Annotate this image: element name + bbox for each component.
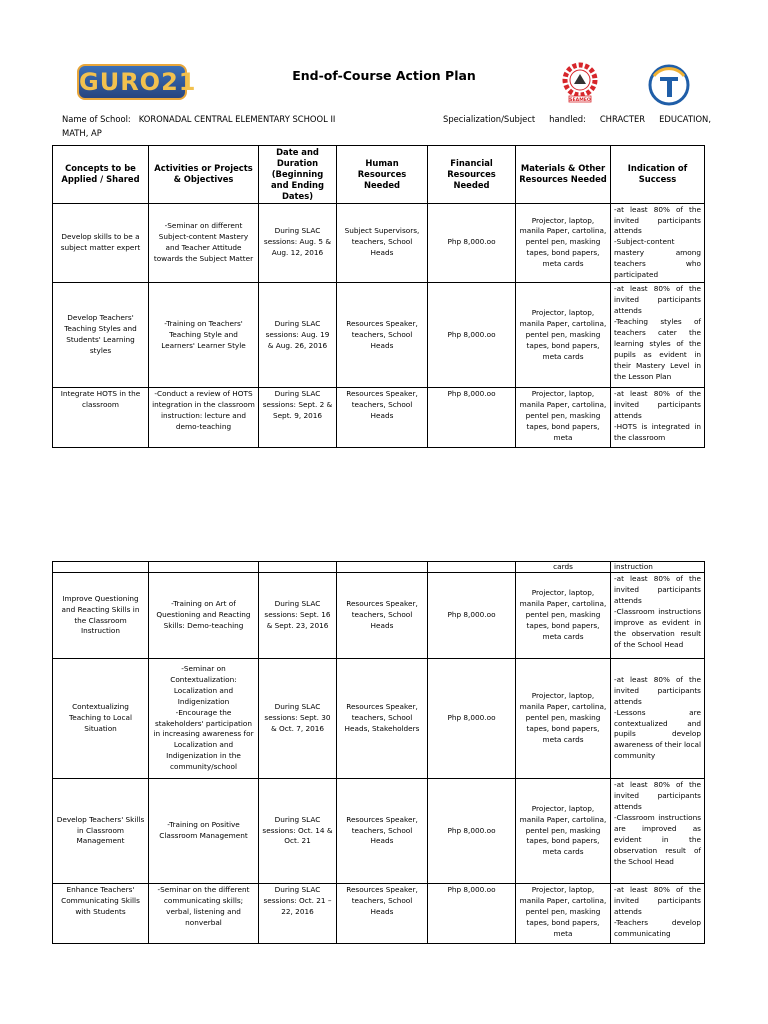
cell-activity: -Training on Positive Classroom Management	[149, 779, 259, 884]
cell-success: -at least 80% of the invited participants attends -Teaching styles of teachers cater the learning styles of the pupils as evident in their Mastery Level in the Lesson Plan	[611, 283, 705, 388]
cell-date: During SLAC sessions: Sept. 30 & Oct. 7, 2016	[259, 659, 337, 779]
cell-financial: Php 8,000.oo	[428, 659, 516, 779]
cell-materials: Projector, laptop, manila Paper, cartolina, pentel pen, masking tapes, bond papers, meta cards	[516, 283, 611, 388]
cell-success: -at least 80% of the invited participants attends -Lessons are contextualized and pupils develop awareness of their local community	[611, 659, 705, 779]
school-name-line	[62, 114, 335, 124]
spec-handled: handled:	[549, 114, 586, 124]
cell-activity: -Training on Teachers' Teaching Style and Learners' Learner Style	[149, 283, 259, 388]
seameo-seal-icon	[560, 62, 600, 106]
cell-financial: Php 8,000.oo	[428, 884, 516, 944]
cell-human: Resources Speaker, teachers, School Heads	[337, 573, 428, 659]
table-row	[53, 884, 705, 944]
cell-success: -at least 80% of the invited participants attends -Teachers develop communicating	[611, 884, 705, 944]
cell-financial: Php 8,000.oo	[428, 203, 516, 283]
cell-success: -at least 80% of the invited participants attends -Subject-content mastery among teachers who participated	[611, 203, 705, 283]
cell-materials: Projector, laptop, manila Paper, cartolina, pentel pen, masking tapes, bond papers, meta	[516, 884, 611, 944]
cell-concept: Develop skills to be a subject matter expert	[53, 203, 149, 283]
table-row	[53, 573, 705, 659]
spec-label: Specialization/Subject	[443, 114, 536, 124]
cell-human: Resources Speaker, teachers, School Heads	[337, 779, 428, 884]
table-row	[53, 659, 705, 779]
cell-materials-cont: cards	[516, 562, 611, 573]
document-title: End-of-Course Action Plan	[292, 68, 476, 83]
specialization-line	[443, 114, 711, 124]
cell-materials: Projector, laptop, manila Paper, cartolina, pentel pen, masking tapes, bond papers, meta	[516, 388, 611, 448]
cell-human: Resources Speaker, teachers, School Heads	[337, 884, 428, 944]
continuation-row	[53, 562, 705, 573]
spec-value-2: EDUCATION,	[659, 114, 711, 124]
table-header-row	[53, 146, 705, 204]
cell-activity: -Seminar on the different communicating skills; verbal, listening and nonverbal	[149, 884, 259, 944]
table-row	[53, 779, 705, 884]
cell-success-cont: instruction	[611, 562, 705, 573]
cell-date: During SLAC sessions: Oct. 21 – 22, 2016	[259, 884, 337, 944]
specialization-line-2: MATH, AP	[62, 128, 102, 138]
guro21-logo: GURO21	[77, 64, 187, 100]
cell-concept: Integrate HOTS in the classroom	[53, 388, 149, 448]
cell-date: During SLAC sessions: Oct. 14 & Oct. 21	[259, 779, 337, 884]
col-header-materials: Materials & Other Resources Needed	[516, 146, 611, 204]
cell-date: During SLAC sessions: Aug. 5 & Aug. 12, 2016	[259, 203, 337, 283]
col-header-concepts: Concepts to be Applied / Shared	[53, 146, 149, 204]
cell-success: -at least 80% of the invited participants attends -Classroom instructions are improved as evident in the observation result of the School Head	[611, 779, 705, 884]
cell-financial: Php 8,000.oo	[428, 388, 516, 448]
cell-success: -at least 80% of the invited participants attends -Classroom instructions improve as evident in the observation result of the School Head	[611, 573, 705, 659]
col-header-date: Date and Duration (Beginning and Ending Dates)	[259, 146, 337, 204]
cell-activity: -Seminar on Contextualization: Localization and Indigenization -Encourage the stakeholders' participation in increasing awareness for Localization and Indigenization in the community/school	[149, 659, 259, 779]
school-label: Name of School:	[62, 114, 131, 124]
cell-financial: Php 8,000.oo	[428, 283, 516, 388]
cell-materials: Projector, laptop, manila Paper, cartolina, pentel pen, masking tapes, bond papers, meta cards	[516, 659, 611, 779]
cell-human: Resources Speaker, teachers, School Heads, Stakeholders	[337, 659, 428, 779]
cell-activity: -Conduct a review of HOTS integration in the classroom instruction: lecture and demo-teaching	[149, 388, 259, 448]
cell-human: Resources Speaker, teachers, School Heads	[337, 283, 428, 388]
cell-date: During SLAC sessions: Aug. 19 & Aug. 26, 2016	[259, 283, 337, 388]
col-header-financial: Financial Resources Needed	[428, 146, 516, 204]
spec-value-1: CHRACTER	[599, 114, 646, 124]
cell-success: -at least 80% of the invited participants attends -HOTS is integrated in the classroom	[611, 388, 705, 448]
cell-concept: Develop Teachers' Skills in Classroom Management	[53, 779, 149, 884]
table-row	[53, 283, 705, 388]
school-name: KORONADAL CENTRAL ELEMENTARY SCHOOL II	[138, 114, 336, 124]
cell-financial: Php 8,000.oo	[428, 573, 516, 659]
cell-concept: Develop Teachers' Teaching Styles and Students' Learning styles	[53, 283, 149, 388]
cell-materials: Projector, laptop, manila Paper, cartolina, pentel pen, masking tapes, bond papers, meta cards	[516, 779, 611, 884]
cell-materials: Projector, laptop, manila Paper, cartolina, pentel pen, masking tapes, bond papers, meta cards	[516, 203, 611, 283]
cell-materials: Projector, laptop, manila Paper, cartolina, pentel pen, masking tapes, bond papers, meta cards	[516, 573, 611, 659]
table-row	[53, 388, 705, 448]
cell-date: During SLAC sessions: Sept. 2 & Sept. 9, 2016	[259, 388, 337, 448]
seameo-label: SEAMEO	[569, 98, 591, 103]
cell-activity: -Training on Art of Questioning and Reacting Skills: Demo-teaching	[149, 573, 259, 659]
col-header-human: Human Resources Needed	[337, 146, 428, 204]
action-plan-table-page2	[52, 561, 705, 944]
cell-financial: Php 8,000.oo	[428, 779, 516, 884]
cell-concept: Improve Questioning and Reacting Skills in the Classroom Instruction	[53, 573, 149, 659]
cell-concept: Enhance Teachers' Communicating Skills with Students	[53, 884, 149, 944]
col-header-activities: Activities or Projects & Objectives	[149, 146, 259, 204]
institution-t-logo-icon	[648, 64, 690, 106]
cell-human: Subject Supervisors, teachers, School Heads	[337, 203, 428, 283]
action-plan-table-page1	[52, 145, 705, 448]
cell-concept: Contextualizing Teaching to Local Situation	[53, 659, 149, 779]
cell-human: Resources Speaker, teachers, School Heads	[337, 388, 428, 448]
table-row	[53, 203, 705, 283]
col-header-success: Indication of Success	[611, 146, 705, 204]
cell-date: During SLAC sessions: Sept. 16 & Sept. 23, 2016	[259, 573, 337, 659]
cell-activity: -Seminar on different Subject-content Mastery and Teacher Attitude towards the Subject Matter	[149, 203, 259, 283]
